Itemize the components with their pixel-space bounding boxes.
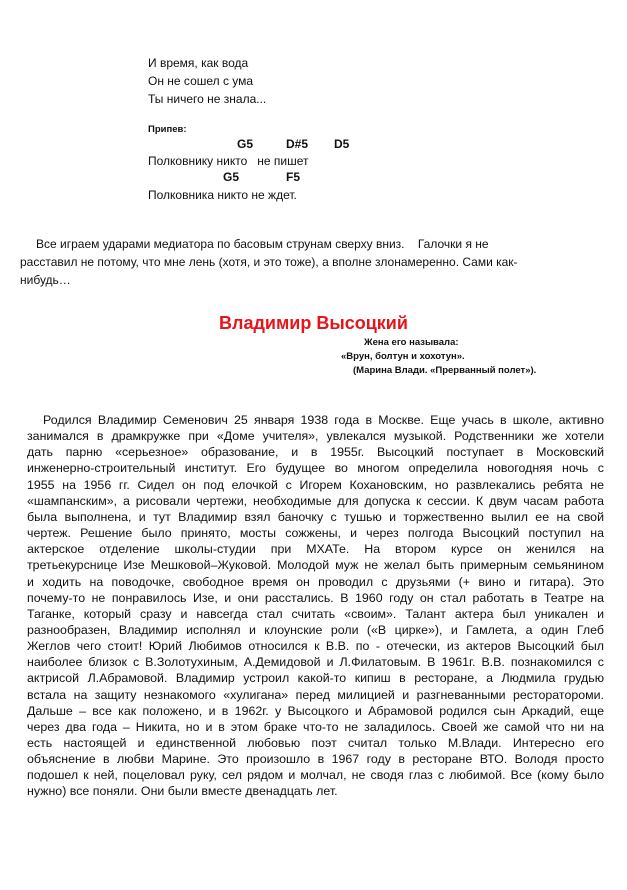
body-line: подошел к ней, поцеловал руку, сел рядом и молчал, не сводя глаз с любимой. Все (кому было: [27, 768, 604, 783]
body-line: и ходить на поводочке, свободное время он проводил с друзьями (+ вино и гитара). Это: [27, 574, 604, 589]
body-line: дать парню «серьезное» образование, и в 1955г. Высоцкий поступает в Московский: [27, 445, 604, 460]
verse-line: Ты ничего не знала...: [148, 92, 267, 106]
body-line: была выполнена, и тут Владимир взял баночку с тушью и торжественно вылил ее на свой: [27, 509, 604, 524]
chord: D#5: [286, 137, 309, 151]
note-line: Все играем ударами медиатора по басовым струнам сверху вниз. Галочки я не: [36, 237, 489, 251]
body-line: есть настоящей и единственной любовью поэт считал только М.Влади. Интересно его: [27, 736, 604, 750]
body-line: актрисой Л.Абрамовой. Владимир устроил какой-то кипиш в ресторане, а Людмила грудью: [27, 671, 604, 686]
chord: G5: [223, 170, 240, 184]
body-line: наиболее близок с В.Золотухиным, А.Демидовой и Л.Филатовым. В 1961г. В.В. познакомился с: [27, 655, 604, 670]
chord: G5: [237, 137, 254, 151]
verse-line: Он не сошел с ума: [148, 74, 254, 88]
body-line: Дальше – все как положено, и в 1962г. у Высоцкого и Абрамовой родился сын Аркадий, еще: [27, 703, 604, 718]
body-line: чертеж. Решение было принято, мосты сожжены, и через полгода Высоцкий поступил на: [27, 526, 604, 541]
chorus-label: Припев:: [148, 124, 187, 135]
body-line: почему-то не понравилось Изе, и они расстались. В 1960 году он стал работать в Театре на: [27, 590, 604, 605]
body-line: инженерно-строительный институт. Его будущее во многом определила новогодняя ночь с: [27, 461, 604, 476]
epigraph-line: (Марина Влади. «Прерванный полет»).: [353, 365, 537, 376]
body-line: 1955 на 1956 гг. Сидел он под елочкой с Игорем Кохановским, но развлекались ребята не: [27, 477, 604, 492]
body-line: третьекурснице Изе Мешковой–Жуковой. Молодой муж не желал быть примерным семьянином: [27, 558, 604, 573]
epigraph-line: «Врун, болтун и хохотун».: [341, 351, 465, 362]
note-line: расставил не потому, что мне лень (хотя, и это тоже), а вполне злонамеренно. Сами как-: [20, 255, 518, 269]
chord: D5: [334, 137, 350, 151]
body-line: Жеглов чего стоит! Юрий Любимов относился к В.В. по - отечески, из актеров Высоцкий был: [27, 639, 604, 654]
chorus-line: Полковнику никто не пишет: [148, 154, 309, 168]
article-title: Владимир Высоцкий: [219, 313, 408, 333]
body-line: через два года – Никита, но и в этом браке что-то не заладилось. Своей же самой что ни на: [27, 719, 604, 734]
epigraph-line: Жена его называла:: [364, 337, 459, 348]
body-line: занимался в драмкружке при «Доме учителя», увлекался музыкой. Родственники же хотели: [27, 429, 604, 444]
body-line: актерское отделение школы-студии при МХАТе. На втором курсе он женился на: [27, 542, 604, 557]
body-line: объяснение в любви Марине. Это произошло в 1967 году в ресторане ВТО. Володя просто: [27, 752, 604, 767]
body-line: разнообразен, Владимир исполнял и клоунские роли («В цирке»), и Гамлета, а один Глеб: [27, 622, 604, 637]
body-line: Родился Владимир Семенович 25 января 1938 года в Москве. Еще учась в школе, активно: [43, 413, 604, 427]
note-line: нибудь…: [20, 273, 71, 287]
body-line: встала на защиту незнакомого «хулигана» перед милицией и разгневанными ресторатороми.: [27, 687, 604, 702]
chorus-line: Полковника никто не ждет.: [148, 188, 297, 202]
body-line: Таганке, который сразу и навсегда стал считать «своим». Талант актера был уникален и: [27, 606, 604, 621]
body-line: «шампанским», а рисовали чертежи, необходимые для допуска к сессии. К двум часам работа: [27, 493, 604, 508]
chord: F5: [286, 170, 301, 184]
verse-line: И время, как вода: [148, 56, 249, 70]
body-line: нужно) все поняли. Они были вместе двенадцать лет.: [27, 784, 338, 799]
